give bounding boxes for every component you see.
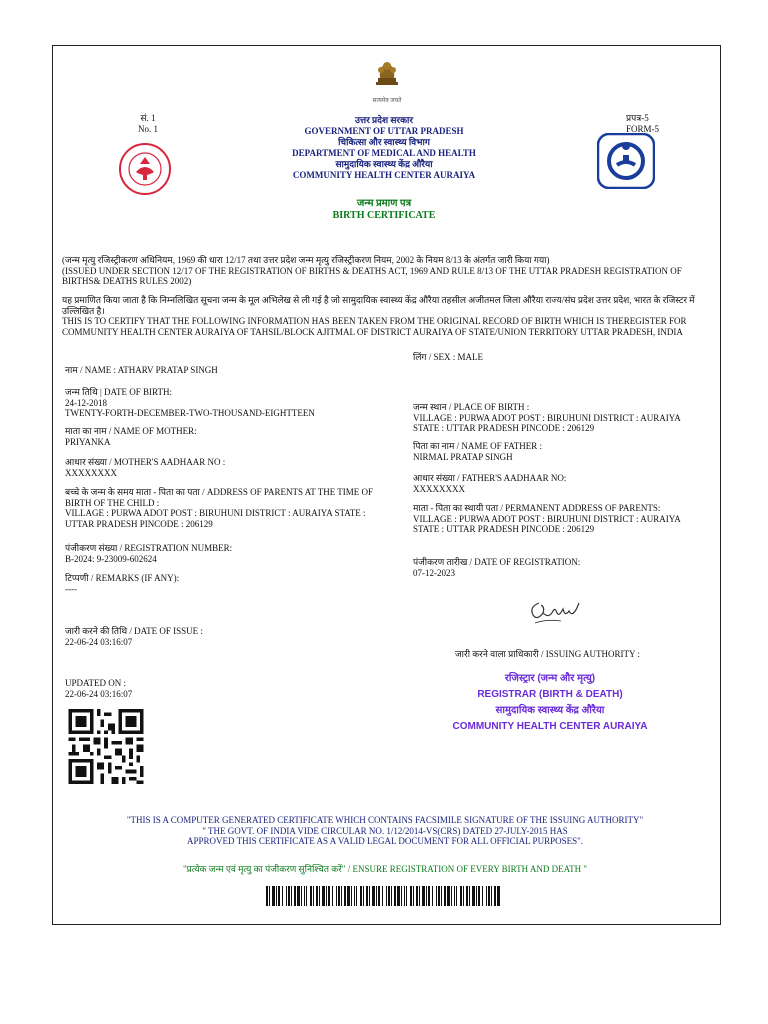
barcode-bar: [347, 886, 350, 906]
barcode-bar: [304, 886, 305, 906]
barcode-bar: [382, 886, 383, 906]
barcode-bar: [278, 886, 280, 906]
barcode-bar: [341, 886, 342, 906]
authority-center-en: COMMUNITY HEALTH CENTER AURAIYA: [452, 721, 648, 732]
barcode-bar: [266, 886, 268, 906]
father-label: पिता का नाम / NAME OF FATHER :: [413, 441, 542, 451]
father-aadhaar-field: [413, 473, 713, 494]
barcode-bar: [378, 886, 380, 906]
barcode-bar: [413, 886, 414, 906]
barcode-bar: [491, 886, 492, 906]
barcode-bar: [269, 886, 270, 906]
address-at-birth-field: [65, 487, 400, 529]
barcode-bar: [360, 886, 362, 906]
barcode-bar: [451, 886, 452, 906]
barcode-bar: [469, 886, 470, 906]
barcode-bar: [322, 886, 325, 906]
name-field: [65, 365, 400, 376]
mother-field: [65, 426, 400, 447]
mother-label: माता का नाम / NAME OF MOTHER:: [65, 426, 197, 436]
barcode-bar: [288, 886, 290, 906]
issued-hi: (जन्म मृत्यु रजिस्ट्रीकरण अधिनियम, 1969 की धारा 12/17 तथा उत्तर प्रदेश जन्म मृत्यु रजिस्ट्रीकरण नियम, 2002 के नियम 8/13 के अंतर्गत जारी किया गया): [62, 255, 550, 265]
permanent-address-field: [413, 503, 713, 535]
authority-center-hi: सामुदायिक स्वास्थ्य केंद्र औरैया: [495, 705, 605, 716]
place-of-birth-field: [413, 402, 713, 434]
mother-aadhaar-field: [65, 457, 400, 478]
place-of-birth-label: जन्म स्थान / PLACE OF BIRTH :: [413, 402, 530, 412]
footer-line3: APPROVED THIS CERTIFICATE AS A VALID LEGAL DOCUMENT FOR ALL OFFICIAL PURPOSES".: [186, 836, 584, 846]
serial-hi: सं. 1: [140, 113, 156, 123]
barcode-bar: [422, 886, 425, 906]
barcode-bar: [291, 886, 292, 906]
barcode-bar: [404, 886, 405, 906]
barcode-bar: [282, 886, 283, 906]
mother-aadhaar-label: आधार संख्या / MOTHER'S AADHAAR NO :: [65, 457, 226, 467]
barcode-bar: [482, 886, 483, 906]
barcode-bar: [386, 886, 387, 906]
barcode-bar: [497, 886, 500, 906]
barcode-bar: [369, 886, 370, 906]
barcode-bar: [272, 886, 275, 906]
barcode-bar: [456, 886, 457, 906]
barcode-bar: [306, 886, 307, 906]
name-value: ATHARV PRATAP SINGH: [117, 365, 218, 375]
certificate-title: [284, 198, 484, 222]
barcode-bar: [363, 886, 364, 906]
barcode-bar: [438, 886, 440, 906]
registration-number-label: पंजीकरण संख्या / REGISTRATION NUMBER:: [65, 543, 233, 553]
sex-label: लिंग / SEX :: [413, 352, 456, 362]
barcode-bar: [332, 886, 333, 906]
barcode-bar: [366, 886, 368, 906]
serial-en: No. 1: [138, 123, 158, 134]
barcode-bar: [432, 886, 433, 906]
issued-en: (ISSUED UNDER SECTION 12/17 OF THE REGISTRATION OF BIRTHS & DEATHS ACT, 1969 AND RULE 8/13 OF THE UTTAR PRADESH REGISTRATION OF BIRTHS& DEATHS RULES 2002): [62, 265, 682, 286]
registration-date-value: 07-12-2023: [413, 567, 455, 578]
updated-on-field: [65, 678, 400, 699]
national-emblem: [372, 58, 402, 95]
date-of-issue-label: जारी करने की तिथि / DATE OF ISSUE :: [65, 626, 203, 636]
barcode-bar: [351, 886, 352, 906]
registration-date-field: [413, 557, 713, 578]
barcode-bar: [344, 886, 346, 906]
barcode-bar: [494, 886, 496, 906]
barcode-bar: [454, 886, 455, 906]
footer-line1: "THIS IS A COMPUTER GENERATED CERTIFICATE WHICH CONTAINS FACSIMILE SIGNATURE OF THE ISSUING AUTHORITY": [126, 815, 644, 825]
gov-hi: उत्तर प्रदेश सरकार: [354, 115, 414, 125]
name-label: नाम / NAME :: [65, 365, 116, 375]
form-en: FORM-5: [626, 123, 660, 134]
center-hi: सामुदायिक स्वास्थ्य केंद्र औरैया: [335, 159, 433, 169]
remarks-value: ----: [65, 583, 77, 594]
dob-value: 24-12-2018: [65, 397, 107, 408]
authority-block: [430, 671, 670, 735]
barcode-bar: [326, 886, 327, 906]
barcode-bar: [294, 886, 296, 906]
barcode-bar: [338, 886, 340, 906]
permanent-address-line1: VILLAGE : PURWA ADOT POST : BIRUHUNI DISTRICT : AURAIYA: [413, 513, 681, 524]
certify-en: THIS IS TO CERTIFY THAT THE FOLLOWING INFORMATION HAS BEEN TAKEN FROM THE ORIGINAL RECORD OF BIRTH WHICH IS THEREGISTER FOR COMMUNITY HEALTH CENTER AURAIYA OF TAHSIL/BLOCK AJITMAL OF DISTRICT AURAIYA OF STATE/UNION TERRITORY UTTAR PRADESH, INDIA: [62, 316, 687, 337]
place-of-birth-line2: STATE : UTTAR PRADESH PINCODE : 206129: [413, 423, 595, 433]
barcode-bar: [428, 886, 430, 906]
barcode-bar: [426, 886, 427, 906]
address-at-birth-line1: VILLAGE : PURWA ADOT POST : BIRUHUNI DISTRICT : AURAIYA STATE :: [65, 508, 366, 518]
barcode-bar: [391, 886, 392, 906]
barcode-bar: [406, 886, 407, 906]
dept-hi: चिकित्सा और स्वास्थ्य विभाग: [338, 137, 430, 147]
sex-field: [413, 352, 713, 363]
up-government-seal: [118, 142, 172, 201]
header-block: [234, 115, 534, 181]
footer-notice: [60, 815, 710, 847]
address-at-birth-label: बच्चे के जन्म के समय माता - पिता का पता / ADDRESS OF PARENTS AT THE TIME OF BIRTH OF THE CHILD :: [65, 487, 374, 508]
form-hi: प्रपत्र-5: [626, 113, 649, 123]
issuing-authority-label: जारी करने वाला प्राधिकारी / ISSUING AUTHORITY :: [455, 649, 640, 659]
dept-en: DEPARTMENT OF MEDICAL AND HEALTH: [292, 148, 476, 158]
permanent-address-label: माता - पिता का स्थायी पता / PERMANENT ADDRESS OF PARENTS:: [413, 503, 661, 513]
barcode-bar: [301, 886, 302, 906]
health-logo-icon: [597, 133, 655, 189]
registration-number-value: B-2024: 9-23009-602624: [65, 553, 157, 564]
barcode-bar: [416, 886, 418, 906]
barcode-bar: [401, 886, 402, 906]
barcode-bar: [319, 886, 320, 906]
barcode-bar: [336, 886, 337, 906]
dob-field: [65, 387, 400, 419]
barcode-bar: [436, 886, 437, 906]
barcode-bar: [466, 886, 468, 906]
emblem-caption: सत्यमेव जयते: [372, 98, 402, 104]
place-of-birth-line1: VILLAGE : PURWA ADOT POST : BIRUHUNI DISTRICT : AURAIYA: [413, 412, 681, 423]
barcode-bar: [397, 886, 400, 906]
barcode-bar: [356, 886, 357, 906]
registration-date-label: पंजीकरण तारीख / DATE OF REGISTRATION:: [413, 557, 581, 567]
barcode-bar: [419, 886, 420, 906]
barcode-bar: [441, 886, 442, 906]
remarks-label: टिप्पणी / REMARKS (IF ANY):: [65, 573, 180, 583]
dob-words: TWENTY-FORTH-DECEMBER-TWO-THOUSAND-EIGHTTEEN: [65, 408, 315, 418]
barcode-bar: [444, 886, 446, 906]
updated-on-value: 22-06-24 03:16:07: [65, 688, 133, 699]
up-seal-icon: [118, 142, 172, 196]
barcode-bar: [297, 886, 300, 906]
footer-slogan: "प्रत्येक जन्म एवं मृत्यु का पंजीकरण सुनिश्चित करें" / ENSURE REGISTRATION OF EVERY BIRTH AND DEATH ": [182, 864, 588, 874]
barcode-bar: [372, 886, 375, 906]
barcode-bar: [286, 886, 287, 906]
barcode-bar: [313, 886, 314, 906]
barcode-bar: [488, 886, 490, 906]
health-department-logo: [597, 133, 655, 194]
barcode-bar: [376, 886, 377, 906]
signature-icon: [527, 597, 583, 633]
barcode: [266, 886, 502, 911]
registrar-hi: रजिस्ट्रार (जन्म और मृत्यु): [504, 673, 596, 684]
registration-number-field: [65, 543, 400, 564]
barcode-icon: [266, 886, 502, 906]
sex-value: MALE: [457, 352, 484, 362]
barcode-bar: [388, 886, 390, 906]
barcode-bar: [463, 886, 464, 906]
registrar-en: REGISTRAR (BIRTH & DEATH): [477, 689, 623, 700]
father-field: [413, 441, 713, 462]
barcode-bar: [276, 886, 277, 906]
certify-hi: यह प्रमाणित किया जाता है कि निम्नलिखित सूचना जन्म के मूल अभिलेख से ली गई है जो सामुदायिक स्वास्थ्य केंद्र औरैया तहसील अजीतमल जिला औरैया राज्य/संघ प्रदेश उत्तर प्रदेश, भारत के रजिस्टर में उल्लिखित है।: [62, 295, 695, 316]
cert-title-hi: जन्म प्रमाण पत्र: [356, 198, 412, 209]
barcode-bar: [476, 886, 477, 906]
mother-aadhaar-value: XXXXXXXX: [65, 467, 117, 478]
barcode-bar: [410, 886, 412, 906]
certify-statement: [62, 295, 717, 337]
center-en: COMMUNITY HEALTH CENTER AURAIYA: [292, 170, 476, 180]
ashoka-emblem-icon: [372, 58, 402, 90]
father-value: NIRMAL PRATAP SINGH: [413, 451, 513, 462]
gov-en: GOVERNMENT OF UTTAR PRADESH: [304, 126, 464, 136]
dob-label: जन्म तिथि | DATE OF BIRTH:: [65, 387, 172, 397]
footer-line2: " THE GOVT. OF INDIA VIDE CIRCULAR NO. 1/12/2014-VS(CRS) DATED 27-JULY-2015 HAS: [202, 825, 568, 836]
barcode-bar: [478, 886, 480, 906]
permanent-address-line2: STATE : UTTAR PRADESH PINCODE : 206129: [413, 524, 595, 534]
date-of-issue-value: 22-06-24 03:16:07: [65, 636, 133, 647]
issued-under: [62, 255, 717, 287]
barcode-bar: [394, 886, 396, 906]
barcode-bar: [316, 886, 318, 906]
address-at-birth-line2: UTTAR PRADESH PINCODE : 206129: [65, 518, 213, 529]
remarks-field: [65, 573, 400, 594]
barcode-bar: [460, 886, 462, 906]
father-aadhaar-value: XXXXXXXX: [413, 483, 465, 494]
mother-value: PRIYANKA: [65, 436, 111, 447]
barcode-bar: [310, 886, 312, 906]
updated-on-label: UPDATED ON :: [65, 678, 127, 688]
cert-title-en: BIRTH CERTIFICATE: [332, 210, 436, 221]
qr-code: [66, 709, 146, 789]
qr-code-icon: [66, 709, 146, 784]
barcode-bar: [486, 886, 487, 906]
date-of-issue-field: [65, 626, 400, 647]
barcode-bar: [354, 886, 355, 906]
barcode-bar: [447, 886, 450, 906]
barcode-bar: [328, 886, 330, 906]
barcode-bar: [472, 886, 475, 906]
signature: [527, 597, 583, 638]
father-aadhaar-label: आधार संख्या / FATHER'S AADHAAR NO:: [413, 473, 567, 483]
